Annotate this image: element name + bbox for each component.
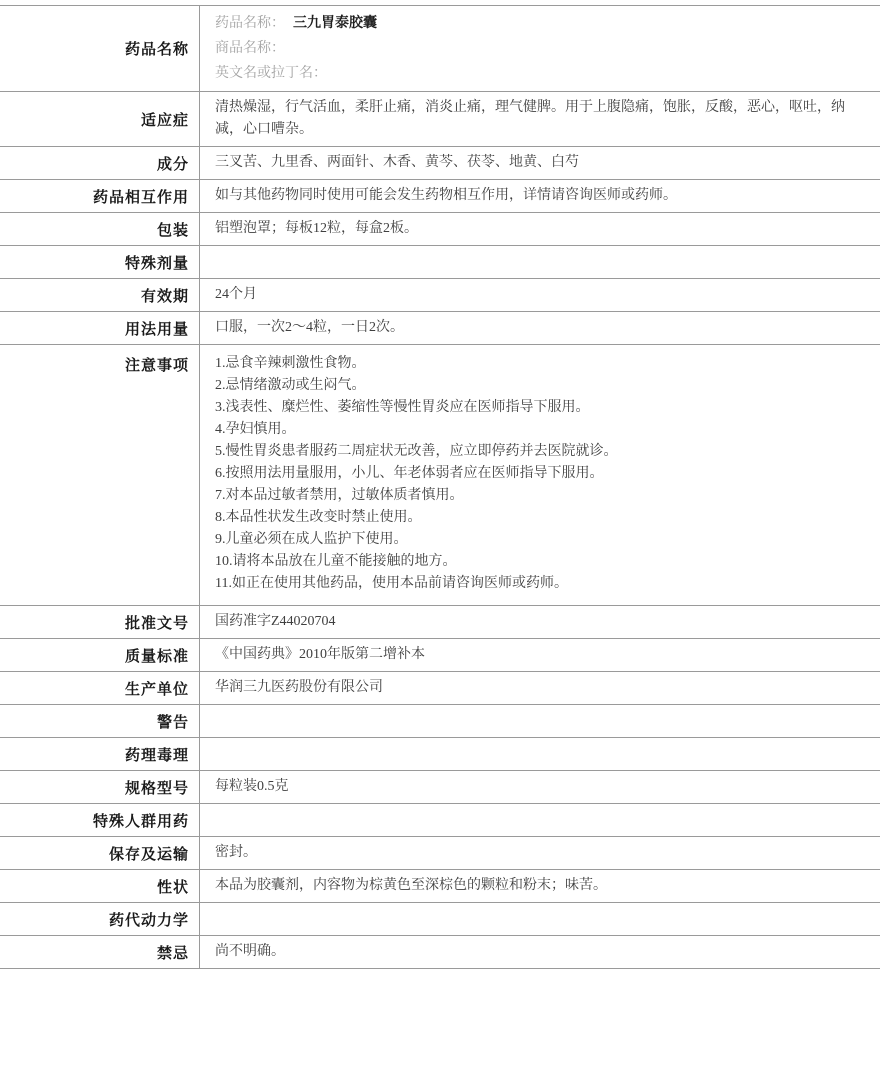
note-item: 11.如正在使用其他药品，使用本品前请咨询医师或药师。	[215, 576, 568, 591]
note-item: 1.忌食辛辣刺激性食物。	[215, 356, 366, 371]
row-label: 药品名称	[0, 6, 200, 91]
drug-name-line	[215, 11, 868, 36]
table-row	[0, 936, 880, 969]
row-value	[200, 705, 880, 737]
row-label: 注意事项	[0, 345, 200, 605]
row-value: 密封。	[215, 845, 257, 860]
table-row	[0, 705, 880, 738]
row-value	[200, 345, 880, 605]
table-row	[0, 345, 880, 606]
trade-name-sublabel: 商品名称：	[215, 41, 285, 56]
row-label: 规格型号	[0, 771, 200, 803]
table-row	[0, 672, 880, 705]
note-item: 8.本品性状发生改变时禁止使用。	[215, 510, 422, 525]
drug-name-value: 三九胃泰胶囊	[293, 16, 377, 31]
row-label: 警告	[0, 705, 200, 737]
table-row	[0, 246, 880, 279]
row-value: 三叉苦、九里香、两面针、木香、黄芩、茯苓、地黄、白芍	[215, 155, 579, 170]
table-row	[0, 180, 880, 213]
table-row	[0, 147, 880, 180]
row-value: 如与其他药物同时使用可能会发生药物相互作用，详情请咨询医师或药师。	[215, 188, 677, 203]
table-row	[0, 279, 880, 312]
table-row	[0, 606, 880, 639]
note-item: 3.浅表性、糜烂性、萎缩性等慢性胃炎应在医师指导下服用。	[215, 400, 590, 415]
row-label: 生产单位	[0, 672, 200, 704]
row-label: 质量标准	[0, 639, 200, 671]
row-value	[200, 6, 880, 91]
row-label: 批准文号	[0, 606, 200, 638]
note-item: 2.忌情绪激动或生闷气。	[215, 378, 366, 393]
row-value: 尚不明确。	[215, 944, 285, 959]
note-item: 6.按照用法用量服用，小儿、年老体弱者应在医师指导下服用。	[215, 466, 604, 481]
row-value: 24个月	[215, 287, 257, 302]
row-label: 性状	[0, 870, 200, 902]
row-label: 禁忌	[0, 936, 200, 968]
row-value: 每粒装0.5克	[215, 779, 289, 794]
note-item: 4.孕妇慎用。	[215, 422, 296, 437]
row-label: 包装	[0, 213, 200, 245]
row-value: 《中国药典》2010年版第二增补本	[215, 647, 425, 662]
row-value	[200, 903, 880, 935]
row-value: 本品为胶囊剂，内容物为棕黄色至深棕色的颗粒和粉末；味苦。	[215, 878, 607, 893]
row-label: 用法用量	[0, 312, 200, 344]
table-row	[0, 804, 880, 837]
table-row	[0, 213, 880, 246]
row-label: 药理毒理	[0, 738, 200, 770]
drug-info-table	[0, 5, 880, 969]
row-value	[200, 738, 880, 770]
row-value	[200, 804, 880, 836]
table-row	[0, 738, 880, 771]
row-label: 成分	[0, 147, 200, 179]
english-name-sublabel: 英文名或拉丁名：	[215, 66, 327, 81]
note-item: 10.请将本品放在儿童不能接触的地方。	[215, 554, 457, 569]
note-item: 5.慢性胃炎患者服药二周症状无改善，应立即停药并去医院就诊。	[215, 444, 618, 459]
note-item: 7.对本品过敏者禁用，过敏体质者慎用。	[215, 488, 464, 503]
row-label: 药品相互作用	[0, 180, 200, 212]
row-value: 口服，一次2～4粒，一日2次。	[215, 320, 404, 335]
row-label: 特殊剂量	[0, 246, 200, 278]
row-label: 保存及运输	[0, 837, 200, 869]
row-label: 药代动力学	[0, 903, 200, 935]
row-label: 有效期	[0, 279, 200, 311]
row-value: 清热燥湿，行气活血，柔肝止痛，消炎止痛，理气健脾。用于上腹隐痛，饱胀，反酸，恶心，呕吐，纳减，心口嘈杂。	[215, 100, 845, 137]
row-value	[200, 246, 880, 278]
row-value: 华润三九医药股份有限公司	[215, 680, 383, 695]
table-row	[0, 903, 880, 936]
drug-info-page	[0, 5, 880, 1065]
row-label: 适应症	[0, 92, 200, 146]
row-value: 国药准字Z44020704	[215, 614, 336, 629]
table-row	[0, 312, 880, 345]
table-row	[0, 92, 880, 147]
table-row-drug-name	[0, 6, 880, 92]
table-row	[0, 771, 880, 804]
note-item: 9.儿童必须在成人监护下使用。	[215, 532, 408, 547]
table-row	[0, 837, 880, 870]
row-label: 特殊人群用药	[0, 804, 200, 836]
table-row	[0, 870, 880, 903]
row-value: 铝塑泡罩；每板12粒，每盒2板。	[215, 221, 418, 236]
table-row	[0, 639, 880, 672]
drug-name-sublabel: 药品名称：	[215, 16, 285, 31]
